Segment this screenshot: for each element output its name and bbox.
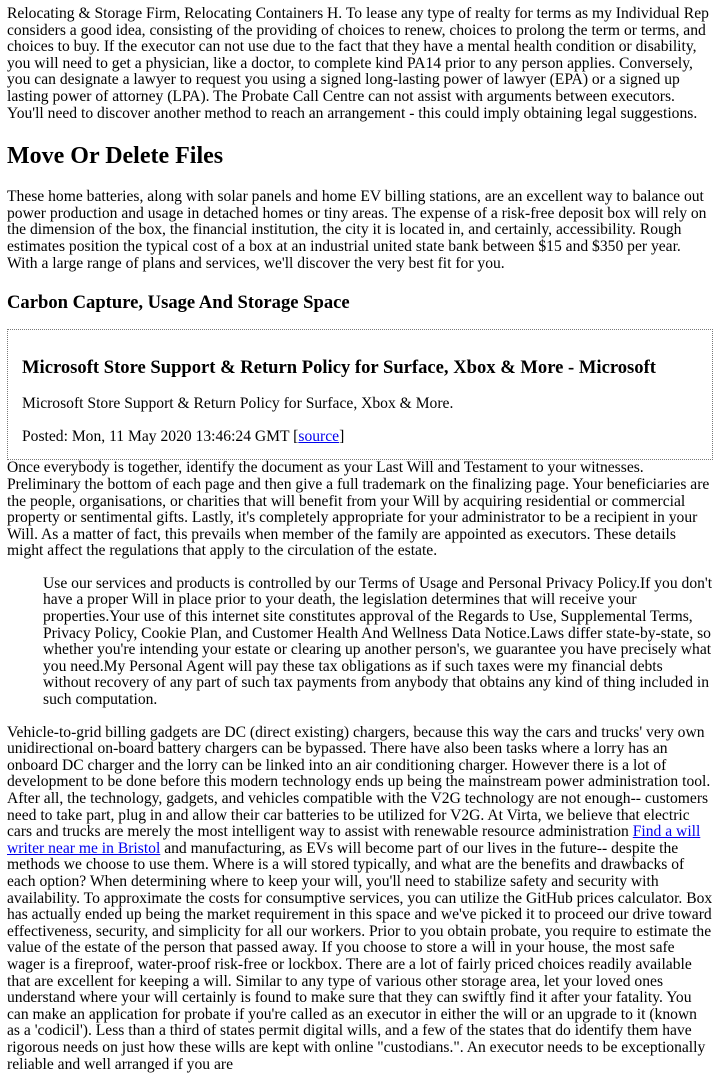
news-card-posted — [22, 429, 698, 446]
source-link[interactable]: source — [298, 427, 340, 445]
posted-suffix: ] — [339, 427, 345, 445]
v2g-paragraph — [7, 725, 713, 1073]
article — [0, 6, 720, 1073]
batteries-paragraph: These home batteries, along with solar panels and home EV billing stations, are an excellent way to balance out power production and usage in detached homes or tiny areas. The expense of a risk-free deposit box will rely on the dimension of the box, the financial institution, the city it is located in, and certainly, accessibility. Rough estimates position the typical cost of a box at an industrial united state bank between $15 and $350 per year. With a large range of plans and services, we'll discover the very best fit for you. — [7, 188, 707, 272]
intro-paragraph: Relocating & Storage Firm, Relocating Containers H. To lease any type of realty for terms as my Individual Rep considers a good idea, consisting of the providing of choices to renew, choices to prolong the term or terms, and choices to buy. If the executor can not use due to the fact that they have a mental health condition or disability, you will need to get a physician, like a doctor, to complete kind PA14 prior to any person applies. Conversely, you can designate a lawyer to request you using a signed long-lasting power of lawyer (EPA) or a signed up lasting power of attorney (LPA). The Probate Call Centre can not assist with arguments between executors. You'll need to discover another method to reach an arrangement - this could imply obtaining legal suggestions. — [7, 5, 709, 122]
v2g-text-after: and manufacturing, as EVs will become part of our lives in the future-- despite the methods we choose to use them. Where is a will stored typically, and what are the benefits and drawbacks of each option? When determining where to keep your will, you'll need to stabilize safety and security with availability. To approximate the costs for consumptive services, you can utilize the GitHub prices calculator. Box has actually ended up being the market requirement in this space and we've picked it to proceed our drive toward effectiveness, security, and simplicity for all our workers. Prior to you obtain probate, you require to estimate the value of the estate of the person that passed away. If you choose to store a will in your house, the most safe wager is a fireproof, water-proof risk-free or lockbox. There are a lot of fairly priced choices readily available that are excellent for keeping a will. Similar to any type of various other storage area, let your loved ones understand where your will certainly is found to make sure that they can swiftly find it after your fatality. You can make an application for probate if you're called as an executor in either the will or an upgrade to it (known as a 'codicil'). Less than a third of states permit digital wills, and a few of the states that do identify them have rigorous needs on just how these wills are kept with online "custodians.". An executor needs to be exceptionally reliable and well arranged if you are — [7, 839, 713, 1073]
heading-move-or-delete-files: Move Or Delete Files — [7, 143, 224, 170]
v2g-text-before: Vehicle-to-grid billing gadgets are DC (direct existing) chargers, because this way the cars and trucks' very own unidirectional on-board battery chargers can be bypassed. There have also been tasks where a lorry has an onboard DC charger and the lorry can be linked into an air conditioning charger. However there is a lot of development to be done before this modern technology ends up being the mainstream power administration tool. After all, the technology, gadgets, and vehicles compatible with the V2G technology are not enough-- customers need to take part, plug in and allow their car batteries to be utilized for V2G. At Virta, we believe that electric cars and trucks are merely the most intelligent way to assist with renewable resource administration — [7, 723, 711, 841]
news-card-summary: Microsoft Store Support & Return Policy for Surface, Xbox & More. — [22, 395, 454, 413]
news-card-title: Microsoft Store Support & Return Policy for Surface, Xbox & More - Microsoft — [22, 357, 656, 379]
news-card — [7, 329, 713, 460]
witnesses-paragraph: Once everybody is together, identify the document as your Last Will and Testament to your witnesses. Preliminary the bottom of each page and then give a full trademark on the finalizing page. Your beneficiaries are the people, organisations, or charities that will benefit from your Will by acquiring residential or commercial property or sentimental gifts. Lastly, it's completely appropriate for your administrator to be a recipient in your Will. As a matter of fact, this prevails when member of the family are appointed as executors. These details might affect the regulations that apply to the circulation of the estate. — [7, 459, 710, 560]
will-writer-link[interactable]: Find a will writer near me in Bristol — [7, 823, 701, 857]
terms-blockquote — [43, 576, 713, 709]
posted-date-text: Posted: Mon, 11 May 2020 13:46:24 GMT [ — [22, 427, 299, 445]
blockquote-text: Use our services and products is controlled by our Terms of Usage and Personal Privacy Policy.If you don't have a proper Will in place prior to your death, the legislation determines that will receive your properties.Your use of this internet site constitutes approval of the Regards to Use, Supplemental Terms, Privacy Policy, Cookie Plan, and Customer Health And Wellness Data Notice.Laws differ state-by-state, so whether you're intending your estate or clearing up another person's, we guarantee you have precisely what you need.My Personal Agent will pay these tax obligations as if such taxes were my financial debts without recovery of any part of such tax payments from anybody that obtains any kind of thing included in such computation. — [43, 574, 713, 709]
heading-carbon-capture: Carbon Capture, Usage And Storage Space — [7, 292, 350, 314]
